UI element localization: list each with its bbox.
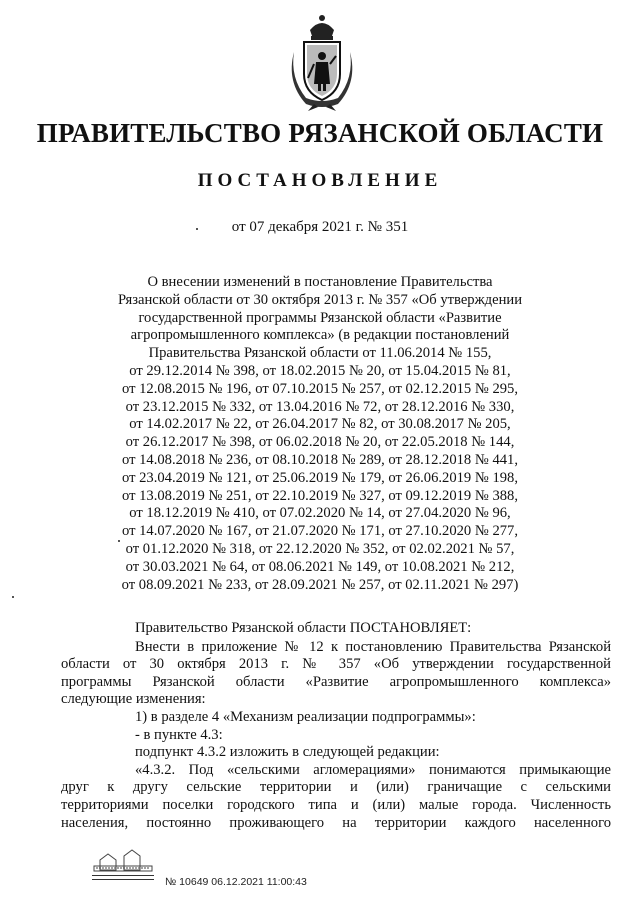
body-paragraph-line: программы Рязанской области «Развитие агропромышленного комплекса» — [61, 673, 611, 690]
subject-line: от 23.12.2015 № 332, от 13.04.2016 № 72, от 28.12.2016 № 330, — [125, 398, 515, 415]
quoted-text-line: территориями поселки городского типа и (или) малые города. Численность — [61, 796, 611, 813]
subject-line: Рязанской области от 30 октября 2013 г. № 357 «Об утверждении — [117, 291, 523, 308]
scan-speck — [118, 540, 120, 542]
scan-speck — [196, 228, 198, 230]
body-paragraph-line: следующие изменения: — [61, 691, 206, 708]
list-item: 1) в разделе 4 «Механизм реализации подпрограммы»: — [135, 708, 476, 725]
organization-title: ПРАВИТЕЛЬСТВО РЯЗАНСКОЙ ОБЛАСТИ — [36, 118, 604, 148]
subject-line: от 01.12.2020 № 318, от 22.12.2020 № 352, от 02.02.2021 № 57, — [125, 540, 515, 557]
subject-line: агропромышленного комплекса» (в редакции постановлений — [130, 327, 510, 344]
subject-line: от 30.03.2021 № 64, от 08.06.2021 № 149, от 10.08.2021 № 212, — [125, 558, 515, 575]
resolves-line: Правительство Рязанской области ПОСТАНОВЛЯЕТ: — [135, 620, 472, 636]
document-date-number: от 07 декабря 2021 г. № 351 — [231, 219, 409, 235]
quoted-text-line: друг к другу сельские территории и (или) граничащие с сельскими — [61, 779, 611, 796]
subject-line: О внесении изменений в постановление Правительства — [147, 274, 493, 290]
scan-speck — [12, 596, 14, 598]
quoted-text-line: населения, постоянно проживающего на территории каждого населенного — [61, 814, 611, 831]
document-subject — [60, 274, 580, 594]
subject-line: от 08.09.2021 № 233, от 28.09.2021 № 257, от 02.11.2021 № 297) — [121, 576, 519, 593]
stamp-underline — [92, 875, 154, 880]
document-type-title: ПОСТАНОВЛЕНИЕ — [197, 170, 443, 191]
subject-line: от 14.07.2020 № 167, от 21.07.2020 № 171, от 27.10.2020 № 277, — [122, 523, 518, 540]
body-paragraph-line: Внести в приложение № 12 к постановлению Правительства Рязанской — [135, 638, 611, 655]
list-item: подпункт 4.3.2 изложить в следующей редакции: — [135, 744, 440, 761]
subject-line: от 14.02.2017 № 22, от 26.04.2017 № 82, от 30.08.2017 № 205, — [129, 416, 511, 433]
subject-line: от 23.04.2019 № 121, от 25.06.2019 № 179, от 26.06.2019 № 198, — [122, 469, 518, 486]
subject-line: от 18.12.2019 № 410, от 07.02.2020 № 14, от 27.04.2020 № 96, — [129, 505, 511, 522]
coat-of-arms-icon — [280, 12, 364, 112]
body-paragraph-line: области от 30 октября 2013 г. № 357 «Об утверждении государственной — [61, 656, 611, 673]
registration-stamp-icon — [92, 846, 154, 872]
subject-line: от 13.08.2019 № 251, от 22.10.2019 № 327, от 09.12.2019 № 388, — [122, 487, 518, 504]
registration-number: № 10649 06.12.2021 11:00:43 — [165, 876, 307, 888]
quoted-text-line: «4.3.2. Под «сельскими агломерациями» понимаются примыкающие — [135, 761, 611, 778]
subject-line: от 26.12.2017 № 398, от 06.02.2018 № 20, от 22.05.2018 № 144, — [125, 434, 515, 451]
subject-line: от 29.12.2014 № 398, от 18.02.2015 № 20, от 15.04.2015 № 81, — [129, 362, 511, 379]
subject-line: от 12.08.2015 № 196, от 07.10.2015 № 257, от 02.12.2015 № 295, — [122, 380, 518, 397]
list-item: - в пункте 4.3: — [135, 726, 223, 743]
document-body — [61, 620, 611, 832]
subject-line: государственной программы Рязанской области «Развитие — [138, 309, 502, 326]
subject-line: Правительства Рязанской области от 11.06.2014 № 155, — [148, 345, 492, 362]
subject-line: от 14.08.2018 № 236, от 08.10.2018 № 289, от 28.12.2018 № 441, — [122, 451, 518, 468]
